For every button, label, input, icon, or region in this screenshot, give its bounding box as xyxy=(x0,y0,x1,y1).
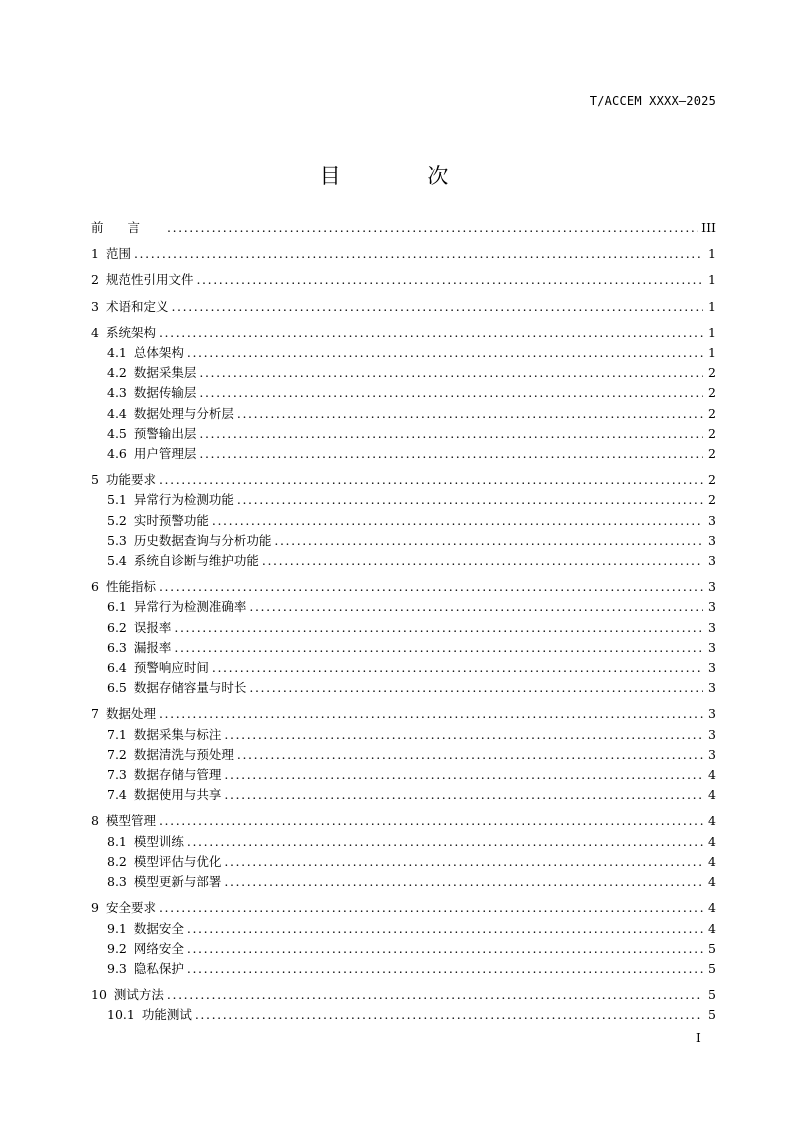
toc-entry[interactable] xyxy=(91,470,716,490)
toc-entry-page: 3 xyxy=(708,639,716,655)
toc-entry[interactable] xyxy=(91,985,716,1005)
toc-entry-page: 4 xyxy=(708,833,716,849)
toc-entry[interactable] xyxy=(91,1005,716,1025)
toc-entry[interactable] xyxy=(91,297,716,317)
toc-entry-page: 5 xyxy=(708,987,716,1003)
toc-entry-number: 7.4 xyxy=(107,787,127,803)
dot-leader xyxy=(224,785,703,805)
toc-entry[interactable] xyxy=(91,511,716,531)
toc-entry-label: 系统架构 xyxy=(105,324,156,340)
toc-entry-label: 模型训练 xyxy=(133,833,184,849)
dot-leader xyxy=(159,704,703,724)
dot-leader xyxy=(249,678,703,698)
toc-entry-label: 功能测试 xyxy=(141,1007,192,1023)
toc-entry-number: 7 xyxy=(91,706,99,722)
toc-entry[interactable] xyxy=(91,597,716,617)
dot-leader xyxy=(224,765,703,785)
toc-entry-number: 4.5 xyxy=(107,425,127,441)
toc-entry-number: 6.5 xyxy=(107,680,127,696)
toc-entry-label: 实时预警功能 xyxy=(133,512,209,528)
dot-leader xyxy=(187,959,703,979)
toc-entry-label: 总体架构 xyxy=(133,345,184,361)
toc-entry-page: 5 xyxy=(708,960,716,976)
toc-entry-page: 3 xyxy=(708,746,716,762)
toc-entry[interactable] xyxy=(91,323,716,343)
toc-entry[interactable] xyxy=(91,531,716,551)
dot-leader xyxy=(159,811,703,831)
toc-entry[interactable] xyxy=(91,959,716,979)
toc-entry-label: 数据处理与分析层 xyxy=(133,405,234,421)
toc-entry-number: 2 xyxy=(91,272,99,288)
toc-entry-label: 数据处理 xyxy=(105,706,156,722)
toc-entry-number: 4.1 xyxy=(107,345,127,361)
toc-entry-page: 3 xyxy=(708,619,716,635)
toc-entry-number: 9.1 xyxy=(107,920,127,936)
toc-entry[interactable] xyxy=(91,658,716,678)
dot-leader xyxy=(167,985,703,1005)
toc-entry[interactable] xyxy=(91,898,716,918)
toc-entry[interactable] xyxy=(91,218,716,238)
toc-entry[interactable] xyxy=(91,811,716,831)
toc-entry-label: 规范性引用文件 xyxy=(105,272,194,288)
toc-entry-page: 3 xyxy=(708,726,716,742)
toc-entry[interactable] xyxy=(91,577,716,597)
toc-entry-label: 数据清洗与预处理 xyxy=(133,746,234,762)
toc-entry-page: 2 xyxy=(708,385,716,401)
toc-entry-number: 10.1 xyxy=(107,1007,135,1023)
toc-entry-number: 6.3 xyxy=(107,639,127,655)
dot-leader xyxy=(196,270,703,290)
toc-entry-number: 4.6 xyxy=(107,446,127,462)
toc-entry-number: 4.2 xyxy=(107,365,127,381)
toc-entry-page: 2 xyxy=(708,425,716,441)
toc-entry-number: 9.2 xyxy=(107,940,127,956)
toc-entry-number: 7.1 xyxy=(107,726,127,742)
toc-entry[interactable] xyxy=(91,444,716,464)
toc-entry-page: 3 xyxy=(708,579,716,595)
dot-leader xyxy=(262,551,703,571)
toc-entry[interactable] xyxy=(91,785,716,805)
dot-leader xyxy=(171,297,703,317)
dot-leader xyxy=(195,1005,703,1025)
toc-entry-page: 3 xyxy=(708,532,716,548)
toc-entry-label: 模型评估与优化 xyxy=(133,853,222,869)
toc-entry[interactable] xyxy=(91,678,716,698)
toc-entry[interactable] xyxy=(91,343,716,363)
toc-entry-number: 3 xyxy=(91,298,99,314)
toc-entry-label: 用户管理层 xyxy=(133,446,197,462)
toc-entry[interactable] xyxy=(91,872,716,892)
toc-entry-label: 异常行为检测功能 xyxy=(133,492,234,508)
toc-entry-number: 6.2 xyxy=(107,619,127,635)
toc-entry-page: 4 xyxy=(708,920,716,936)
toc-entry-label: 数据存储容量与时长 xyxy=(133,680,247,696)
toc-entry-page: 4 xyxy=(708,853,716,869)
toc-entry-number: 9.3 xyxy=(107,960,127,976)
toc-entry-page: 2 xyxy=(708,492,716,508)
toc-entry[interactable] xyxy=(91,765,716,785)
toc-entry[interactable] xyxy=(91,270,716,290)
dot-leader xyxy=(237,490,703,510)
table-of-contents xyxy=(91,218,716,1026)
toc-entry-label: 数据采集层 xyxy=(133,365,197,381)
toc-entry[interactable] xyxy=(91,704,716,724)
toc-entry-page: 1 xyxy=(708,345,716,361)
toc-entry-label: 范围 xyxy=(105,246,131,262)
dot-leader xyxy=(159,577,703,597)
dot-leader xyxy=(187,919,703,939)
toc-entry-label: 前言 xyxy=(91,220,165,235)
toc-entry[interactable] xyxy=(91,638,716,658)
toc-entry-label: 性能指标 xyxy=(105,579,156,595)
dot-leader xyxy=(199,383,703,403)
toc-entry-number: 5 xyxy=(91,472,99,488)
toc-entry-label: 数据存储与管理 xyxy=(133,767,222,783)
toc-entry-label: 术语和定义 xyxy=(105,298,169,314)
toc-entry-page: 3 xyxy=(708,512,716,528)
toc-entry-number: 8.2 xyxy=(107,853,127,869)
dot-leader xyxy=(199,444,703,464)
dot-leader xyxy=(159,323,703,343)
toc-entry-label: 隐私保护 xyxy=(133,960,184,976)
toc-entry-number: 8.3 xyxy=(107,874,127,890)
toc-entry[interactable] xyxy=(91,551,716,571)
toc-entry-number: 4 xyxy=(91,324,99,340)
toc-entry-page: 3 xyxy=(708,660,716,676)
toc-entry-label: 数据传输层 xyxy=(133,385,197,401)
dot-leader xyxy=(174,638,703,658)
toc-entry-page: 1 xyxy=(708,272,716,288)
page-number: I xyxy=(696,1031,701,1045)
toc-entry-label: 测试方法 xyxy=(113,987,164,1003)
page-title: 目 次 xyxy=(319,164,489,188)
toc-entry-number: 6.1 xyxy=(107,599,127,615)
toc-entry-number: 1 xyxy=(91,246,99,262)
toc-entry-number: 4.4 xyxy=(107,405,127,421)
toc-entry[interactable] xyxy=(91,832,716,852)
dot-leader xyxy=(212,658,703,678)
toc-entry-label: 数据使用与共享 xyxy=(133,787,222,803)
toc-entry-label: 模型管理 xyxy=(105,813,156,829)
toc-entry-page: 5 xyxy=(708,940,716,956)
toc-entry-page: 3 xyxy=(708,553,716,569)
toc-entry-number: 4.3 xyxy=(107,385,127,401)
toc-entry-page: 2 xyxy=(708,472,716,488)
toc-entry-label: 异常行为检测准确率 xyxy=(133,599,247,615)
toc-entry-number: 6.4 xyxy=(107,660,127,676)
toc-entry-number: 5.2 xyxy=(107,512,127,528)
toc-entry[interactable] xyxy=(91,244,716,264)
toc-entry-number: 7.2 xyxy=(107,746,127,762)
toc-entry-label: 误报率 xyxy=(133,619,172,635)
dot-leader xyxy=(237,404,703,424)
toc-entry-label: 预警输出层 xyxy=(133,425,197,441)
toc-entry-label: 系统自诊断与维护功能 xyxy=(133,553,259,569)
toc-entry-page: 3 xyxy=(708,706,716,722)
toc-entry-page: 4 xyxy=(708,813,716,829)
dot-leader xyxy=(199,363,703,383)
document-id: T/ACCEM XXXX—2025 xyxy=(589,94,716,108)
dot-leader xyxy=(187,832,703,852)
toc-entry-label: 网络安全 xyxy=(133,940,184,956)
toc-entry-number: 8 xyxy=(91,813,99,829)
toc-entry-number: 8.1 xyxy=(107,833,127,849)
toc-entry-label: 数据采集与标注 xyxy=(133,726,222,742)
toc-entry[interactable] xyxy=(91,404,716,424)
toc-entry[interactable] xyxy=(91,919,716,939)
toc-entry-page: 4 xyxy=(708,874,716,890)
toc-entry-label: 安全要求 xyxy=(105,900,156,916)
dot-leader xyxy=(159,470,703,490)
toc-entry-number: 5.4 xyxy=(107,553,127,569)
dot-leader xyxy=(199,424,703,444)
dot-leader xyxy=(134,244,703,264)
toc-entry[interactable] xyxy=(91,424,716,444)
toc-entry-number: 5.1 xyxy=(107,492,127,508)
toc-entry-page: 1 xyxy=(708,298,716,314)
dot-leader xyxy=(187,939,703,959)
dot-leader xyxy=(187,343,703,363)
toc-entry[interactable] xyxy=(91,490,716,510)
toc-entry-number: 6 xyxy=(91,579,99,595)
toc-entry-label: 功能要求 xyxy=(105,472,156,488)
toc-entry-page: 4 xyxy=(708,900,716,916)
toc-entry-label: 数据安全 xyxy=(133,920,184,936)
toc-entry[interactable] xyxy=(91,725,716,745)
toc-entry-page: 4 xyxy=(708,787,716,803)
toc-entry-page: 1 xyxy=(708,324,716,340)
toc-entry-number: 10 xyxy=(91,987,107,1003)
toc-entry-number: 5.3 xyxy=(107,532,127,548)
toc-entry-label: 历史数据查询与分析功能 xyxy=(133,532,272,548)
dot-leader xyxy=(224,872,703,892)
dot-leader xyxy=(249,597,703,617)
toc-entry[interactable] xyxy=(91,383,716,403)
toc-entry-page: 4 xyxy=(708,767,716,783)
dot-leader xyxy=(274,531,703,551)
toc-entry-page: III xyxy=(701,220,716,235)
toc-entry-label: 模型更新与部署 xyxy=(133,874,222,890)
dot-leader xyxy=(224,852,703,872)
toc-entry-label: 漏报率 xyxy=(133,639,172,655)
toc-entry[interactable] xyxy=(91,745,716,765)
toc-entry-page: 5 xyxy=(708,1007,716,1023)
toc-entry-page: 2 xyxy=(708,365,716,381)
toc-entry-page: 2 xyxy=(708,446,716,462)
dot-leader xyxy=(224,725,703,745)
toc-entry-page: 2 xyxy=(708,405,716,421)
toc-entry[interactable] xyxy=(91,363,716,383)
toc-entry-number: 7.3 xyxy=(107,767,127,783)
toc-entry[interactable] xyxy=(91,618,716,638)
dot-leader xyxy=(237,745,703,765)
toc-entry[interactable] xyxy=(91,939,716,959)
dot-leader xyxy=(159,898,703,918)
toc-entry-number: 9 xyxy=(91,900,99,916)
dot-leader xyxy=(174,618,703,638)
toc-entry-page: 3 xyxy=(708,680,716,696)
dot-leader xyxy=(167,218,698,238)
toc-entry-label: 预警响应时间 xyxy=(133,660,209,676)
toc-entry[interactable] xyxy=(91,852,716,872)
dot-leader xyxy=(212,511,703,531)
toc-entry-page: 3 xyxy=(708,599,716,615)
toc-entry-page: 1 xyxy=(708,246,716,262)
